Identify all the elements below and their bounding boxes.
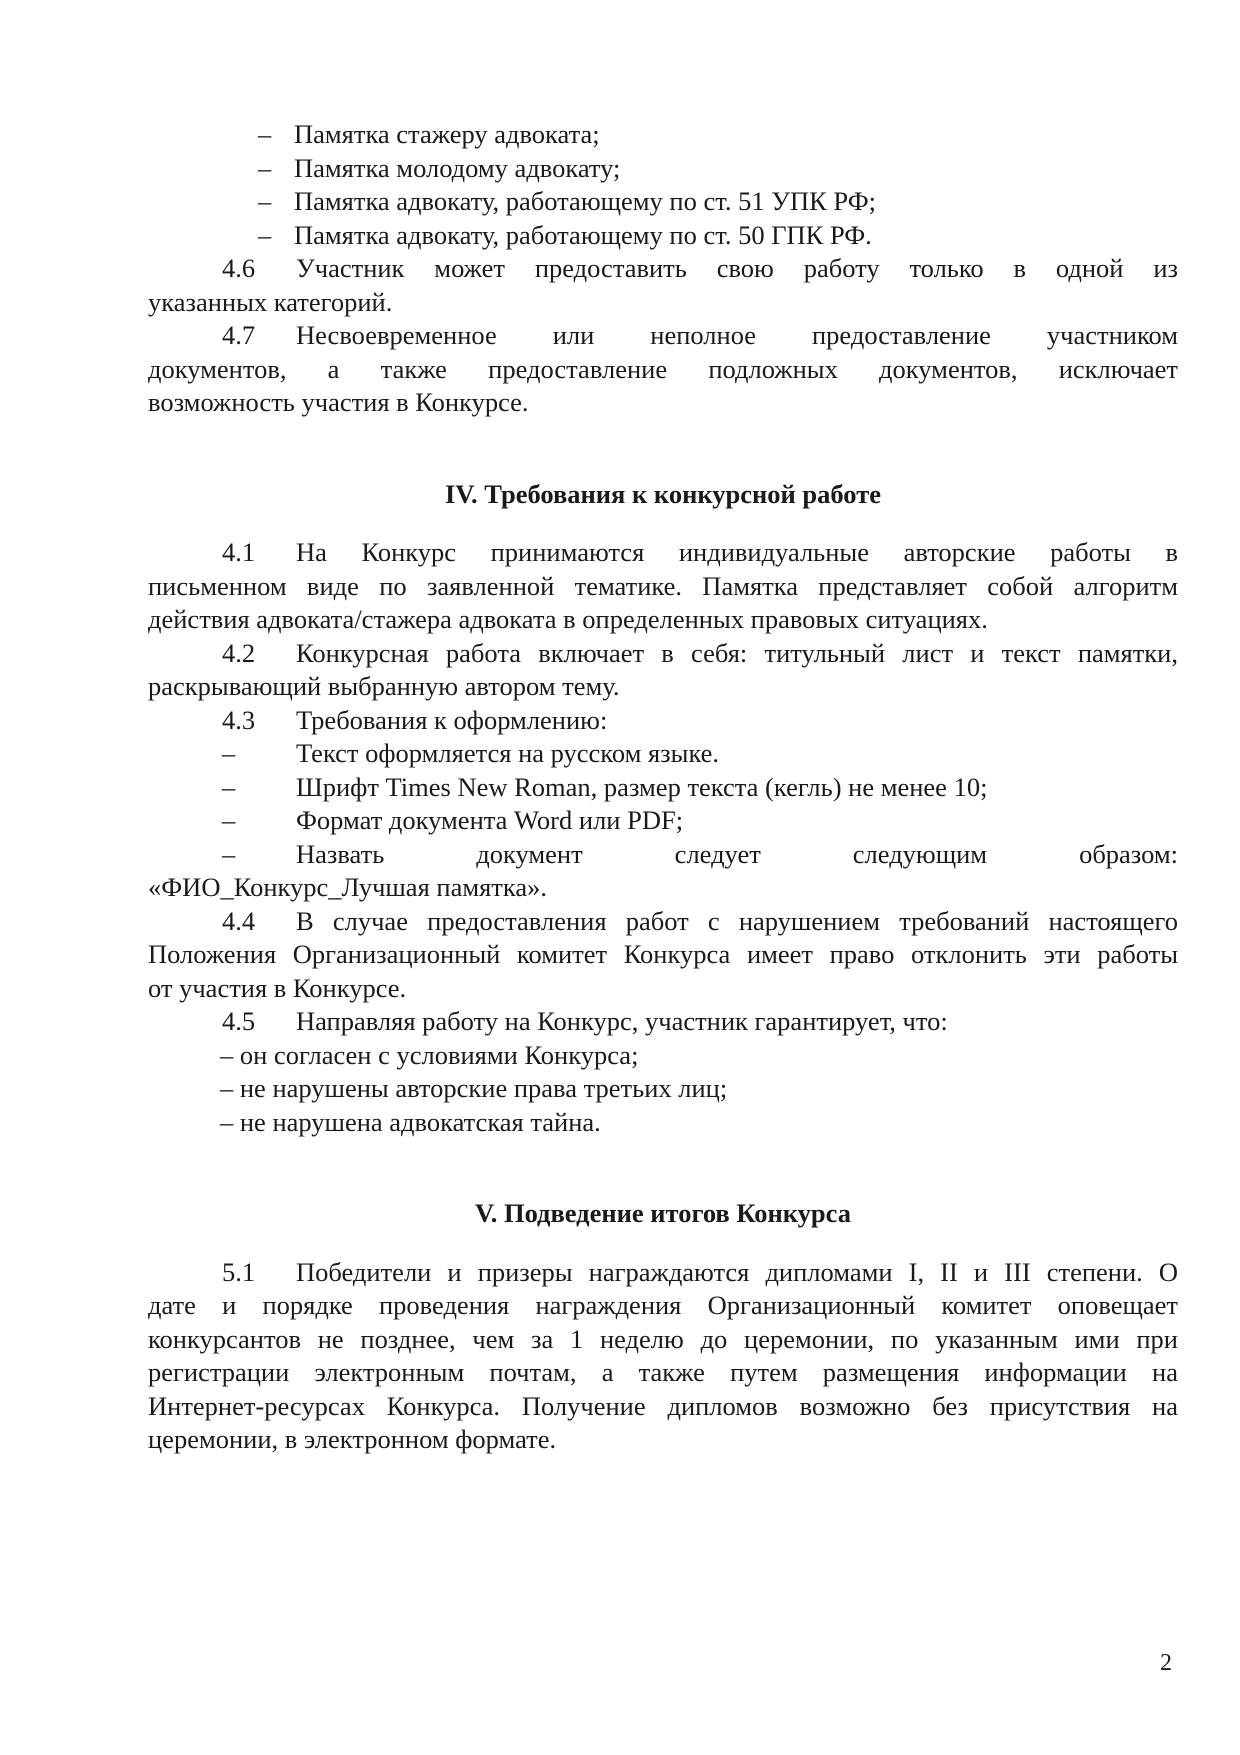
paragraph-4-4: 4.4 В случае предоставления работ с нарушением требований настоящего Положения Организационный комитет Конкурса имеет право отклонить эти работы от участия в Конкурсе.	[148, 905, 1178, 1003]
list-item: – Формат документа Word или PDF;	[222, 805, 684, 835]
paragraph-4-5: 4.5 Направляя работу на Конкурс, участник гарантирует, что: – он согласен с условиями Конкурса; – не нарушены авторские права третьих лиц; – не нарушена адвокатская тайна.	[148, 1005, 1178, 1139]
list-item: – Шрифт Times New Roman, размер текста (кегль) не менее 10;	[222, 771, 988, 802]
paragraph-4-7: 4.7 Несвоевременное или неполное предоставление участником документов, а также предоставление подложных документов, исключает возможность участия в Конкурсе.	[148, 320, 1178, 417]
paragraph-4-6: 4.6 Участник может предоставить свою работу только в одной из указанных категорий.	[148, 253, 1178, 317]
document-page	[148, 118, 1178, 1457]
list-item: – не нарушена адвокатская тайна.	[220, 1106, 601, 1137]
paragraph-4-3: 4.3 Требования к оформлению: – Текст оформляется на русском языке. – Шрифт Times New Roman, размер текста (кегль) не менее 10; – Формат документа Word или PDF; – Назвать документ следует следующим образом: «ФИО_Конкурс_Лучшая памятка».	[148, 704, 1178, 902]
page-number: 2	[1160, 1650, 1172, 1676]
list-item: – он согласен с условиями Конкурса;	[220, 1039, 639, 1070]
list-item: – Памятка адвокату, работающему по ст. 50 ГПК РФ.	[258, 219, 872, 250]
paragraph-4-2: 4.2 Конкурсная работа включает в себя: титульный лист и текст памятки, раскрывающий выбранную автором тему.	[148, 637, 1178, 701]
list-item: – Памятка стажеру адвоката;	[258, 119, 600, 149]
section-5-heading: V. Подведение итогов Конкурса	[474, 1198, 851, 1228]
paragraph-4-1: 4.1 На Конкурс принимаются индивидуальные авторские работы в письменном виде по заявленной тематике. Памятка представляет собой алгоритм действия адвоката/стажера адвоката в определенных правовых ситуациях.	[148, 537, 1178, 634]
section-4-heading: IV. Требования к конкурсной работе	[445, 478, 881, 509]
list-item: – Памятка адвокату, работающему по ст. 51 УПК РФ;	[258, 186, 876, 216]
list-item: – Назвать документ следует следующим образом:	[222, 838, 1178, 869]
paragraph-5-1: 5.1 Победители и призеры награждаются дипломами I, II и III степени. О дате и порядке проведения награждения Организационный комитет оповещает конкурсантов не позднее, чем за 1 неделю до церемонии, по указанным ими при регистрации электронным почтам, а также путем размещения информации на Интернет-ресурсах Конкурса. Получение дипломов возможно без присутствия на церемонии, в электронном формате.	[148, 1256, 1178, 1454]
list-item: – не нарушены авторские права третьих лиц;	[220, 1073, 728, 1103]
list-item: – Текст оформляется на русском языке.	[222, 738, 720, 768]
list-item: – Памятка молодому адвокату;	[258, 152, 621, 183]
